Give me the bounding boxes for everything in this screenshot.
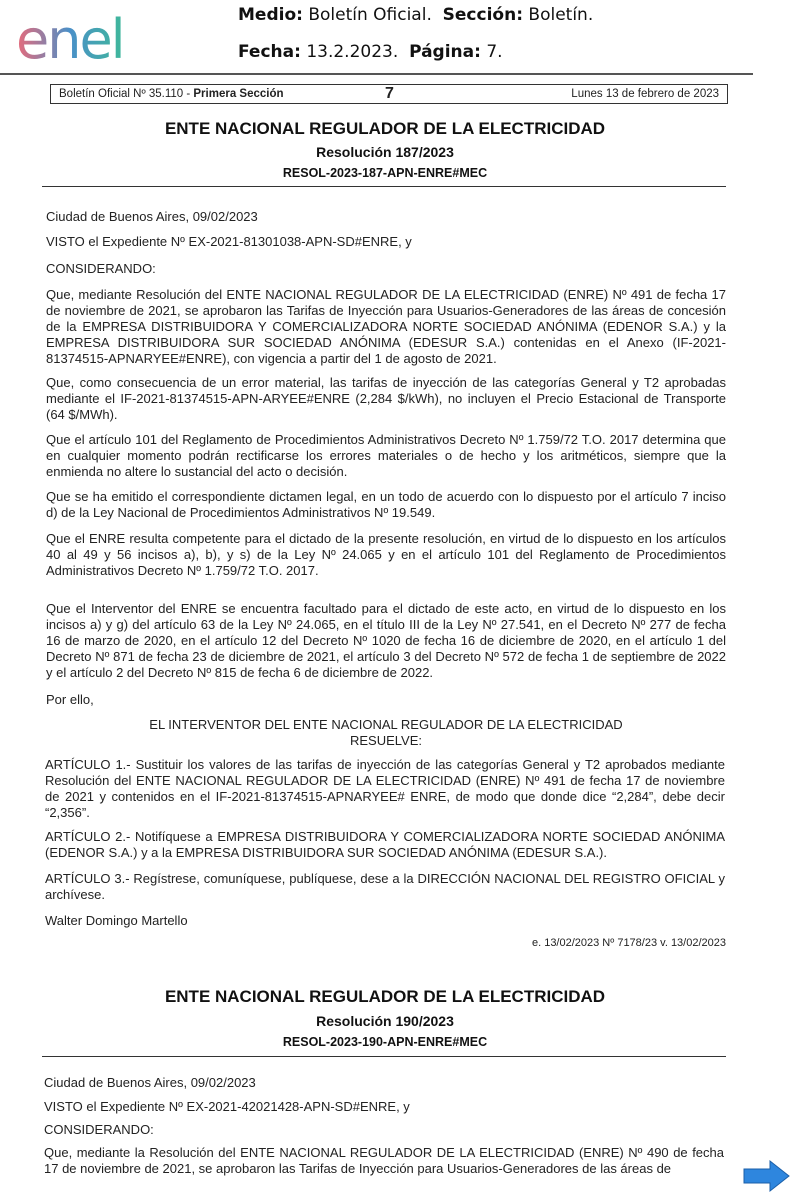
clipping-fecha-pagina: Fecha: 13.2.2023. Página: 7. bbox=[238, 42, 503, 62]
res1-paragraph-6: Que el Interventor del ENRE se encuentra facultado para el dictado de este acto, en virtud de lo dispuesto en los incisos a) y g) del artículo 63 de la Ley Nº 24.065, en el título III de la Ley Nº 27.541, en el Decreto Nº 277 de fecha 16 de marzo de 2020, en el artículo 12 del Decreto Nº 1020 de fecha 16 de diciembre de 2020, en el artículo 1 del Decreto Nº 871 de fecha 23 de diciembre de 2021, el artículo 3 del Decreto Nº 572 de fecha 1 de septiembre de 2022 y el artículo 2 del Decreto Nº 815 de fecha 6 de diciembre de 2022. bbox=[46, 601, 726, 680]
res2-place-date: Ciudad de Buenos Aires, 09/02/2023 bbox=[44, 1075, 256, 1090]
res2-paragraph-1: Que, mediante la Resolución del ENTE NACIONAL REGULADOR DE LA ELECTRICIDAD (ENRE) Nº 490 de fecha 17 de noviembre de 2021, se aprobaron las Tarifas de Inyección para Usuarios-Generadores de las áreas de bbox=[44, 1145, 724, 1176]
res1-code: RESOL-2023-187-APN-ENRE#MEC bbox=[282, 166, 488, 180]
res2-divider bbox=[42, 1056, 726, 1057]
res1-divider bbox=[42, 186, 726, 187]
res2-visto: VISTO el Expediente Nº EX-2021-42021428-APN-SD#ENRE, y bbox=[44, 1099, 410, 1114]
res1-paragraph-4: Que se ha emitido el correspondiente dictamen legal, en un todo de acuerdo con lo dispuesto por el artículo 7 inciso d) de la Ley Nacional de Procedimientos Administrativos Nº 19.549. bbox=[46, 489, 726, 520]
res1-articulo-2: ARTÍCULO 2.- Notifíquese a EMPRESA DISTRIBUIDORA Y COMERCIALIZADORA NORTE SOCIEDAD ANÓNIMA (EDENOR S.A.) y a la EMPRESA DISTRIBUIDORA SUR SOCIEDAD ANÓNIMA (EDESUR S.A.). bbox=[45, 829, 725, 860]
res1-considerando: CONSIDERANDO: bbox=[46, 261, 156, 276]
clipping-medio-seccion: Medio: Boletín Oficial. Sección: Boletín. bbox=[238, 5, 594, 25]
bulletin-date: Lunes 13 de febrero de 2023 bbox=[571, 88, 719, 100]
res1-place-date: Ciudad de Buenos Aires, 09/02/2023 bbox=[46, 209, 258, 224]
arrow-right-icon[interactable] bbox=[742, 1158, 792, 1194]
res1-paragraph-1: Que, mediante Resolución del ENTE NACIONAL REGULADOR DE LA ELECTRICIDAD (ENRE) Nº 491 de fecha 17 de noviembre de 2021, se aprobaron las Tarifas de Inyección para Usuarios-Generadores de las áreas de concesión de la EMPRESA DISTRIBUIDORA Y COMERCIALIZADORA NORTE SOCIEDAD ANÓNIMA (EDENOR S.A.) y la EMPRESA DISTRIBUIDORA SUR SOCIEDAD ANÓNIMA (EDESUR S.A.) contenidas en el Anexo (IF-2021-81374515-APNARYEE#ENRE), con vigencia a partir del 1 de agosto de 2021. bbox=[46, 287, 726, 366]
res2-code: RESOL-2023-190-APN-ENRE#MEC bbox=[282, 1035, 488, 1049]
res1-articulo-3: ARTÍCULO 3.- Regístrese, comuníquese, publíquese, dese a la DIRECCIÓN NACIONAL DEL REGISTRO OFICIAL y archívese. bbox=[45, 871, 725, 902]
res1-resuelve: RESUELVE: bbox=[349, 733, 422, 748]
res2-entity: ENTE NACIONAL REGULADOR DE LA ELECTRICIDAD bbox=[164, 987, 606, 1006]
bulletin-issue: Boletín Oficial Nº 35.110 - Primera Sección bbox=[59, 88, 284, 100]
res1-paragraph-3: Que el artículo 101 del Reglamento de Procedimientos Administrativos Decreto Nº 1.759/72 T.O. 2017 determina que en cualquier momento podrán rectificarse los errores materiales o de hecho y los aritméticos, siempre que la enmienda no altere lo sustancial del acto o decisión. bbox=[46, 432, 726, 479]
res2-title: Resolución 190/2023 bbox=[316, 1013, 454, 1029]
svg-text:enel: enel bbox=[16, 14, 124, 64]
res2-considerando: CONSIDERANDO: bbox=[44, 1122, 154, 1137]
bulletin-header bbox=[50, 84, 728, 104]
res1-signature: Walter Domingo Martello bbox=[45, 913, 188, 928]
res1-interventor: EL INTERVENTOR DEL ENTE NACIONAL REGULADOR DE LA ELECTRICIDAD bbox=[149, 717, 623, 732]
res1-articulo-1: ARTÍCULO 1.- Sustituir los valores de las tarifas de inyección de las categorías General y T2 aprobados mediante Resolución del ENTE NACIONAL REGULADOR DE LA ELECTRICIDAD (ENRE) Nº 491 de fecha 17 de noviembre de 2021 y contenidos en el IF-2021-81374515-APNARYEE# ENRE, de modo que donde dice “2,284”, debe decir “2,356”. bbox=[45, 757, 725, 820]
res1-publication-note: e. 13/02/2023 Nº 7178/23 v. 13/02/2023 bbox=[531, 937, 726, 949]
res1-paragraph-5: Que el ENRE resulta competente para el dictado de la presente resolución, en virtud de lo dispuesto en los artículos 40 al 49 y 56 incisos a), b), y s) de la Ley Nº 24.065 y en el artículo 101 del Reglamento de Procedimientos Administrativos Decreto Nº 1.759/72 T.O. 2017. bbox=[46, 531, 726, 578]
res1-paragraph-2: Que, como consecuencia de un error material, las tarifas de inyección de las categorías General y T2 aprobadas mediante el IF-2021-81374515-APN-ARYEE#ENRE (2,284 $/kWh), no incluyen el Precio Estacional de Transporte (64 $/MWh). bbox=[46, 375, 726, 422]
res1-visto: VISTO el Expediente Nº EX-2021-81301038-APN-SD#ENRE, y bbox=[46, 234, 412, 249]
enel-logo bbox=[16, 14, 168, 64]
res1-title: Resolución 187/2023 bbox=[316, 144, 454, 160]
res1-entity: ENTE NACIONAL REGULADOR DE LA ELECTRICIDAD bbox=[164, 119, 606, 138]
bulletin-page-number: 7 bbox=[385, 85, 394, 102]
header-rule bbox=[0, 73, 753, 75]
res1-por-ello: Por ello, bbox=[46, 692, 94, 707]
